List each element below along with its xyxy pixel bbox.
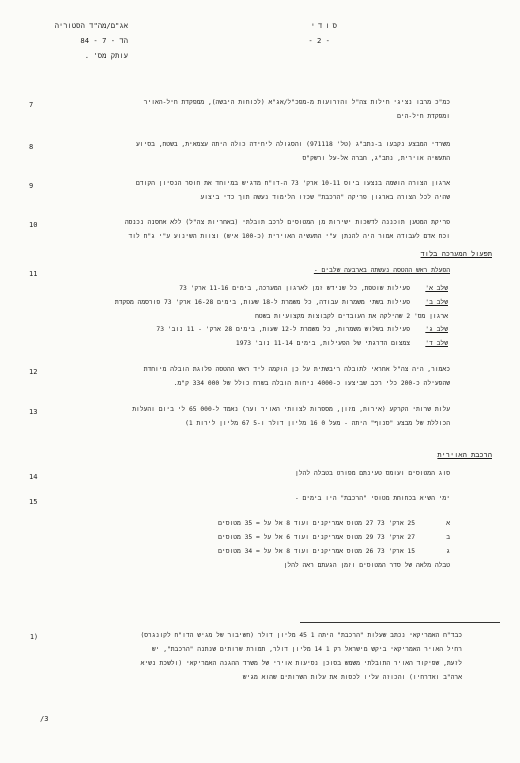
paragraph-line: התעשיה אוירית, נתב"ג, חברה אל-על ורשק"ס <box>302 155 450 162</box>
reference-line-3: עותק מס' . <box>84 51 128 60</box>
item-number: 9 <box>29 182 34 190</box>
section-heading: הרכבת האוירית <box>437 451 492 459</box>
paragraph <box>50 177 450 205</box>
paragraph <box>50 403 450 431</box>
stage-label: שלב ב' <box>425 299 448 306</box>
paragraph-line: ומפקדת חיל-הים <box>397 113 450 120</box>
row-letter: ב <box>446 534 450 541</box>
row-letter: א <box>446 520 450 527</box>
stage-label: שלב ד' <box>425 340 448 347</box>
item-number: 8 <box>29 143 34 151</box>
paragraph-line: ארגון הצורה הושמה בנצעו ביוס 10-11 ארק' 73 ה-דו"ח מדגיש במיוחד את חוסר הנסיון הקודם <box>136 180 450 187</box>
page-footer-mark: /3 <box>40 715 49 723</box>
footnote-line: לזעת, שפיקוד האויר התובלתי משמש בסוכן נסיעות אוירי של משרד ההגנה האמריקאי (ולשכת נשיא <box>140 660 462 667</box>
paragraph-line: סוג המטוסים ועומס טעינתם מפורט בטבלה להלן <box>294 470 450 477</box>
item-number: 13 <box>29 408 38 416</box>
stage-label: שלב א' <box>425 285 448 292</box>
item-number: 10 <box>29 221 38 229</box>
item-number: 11 <box>29 270 38 278</box>
section-heading: תפעול המערכה בלוד <box>420 250 492 258</box>
paragraph <box>50 96 450 124</box>
row-text: 25 ארק' 73 27 מטוס אמריקנים ועוד 8 אל על = 35 מטוסים <box>218 520 415 527</box>
paragraph-line: הפעלת ראש ההטסה נעשתה בארבעה שלבים - <box>313 267 450 274</box>
item-number: 12 <box>29 368 38 376</box>
page-number: - 2 - <box>308 36 330 45</box>
row-text: 27 ארק' 73 29 מטוס אמריקנים ועוד 6 אל על = 35 מטוסים <box>218 534 415 541</box>
paragraph-line: טבלה מלאה של סדר המטוסים וזמן הגעתם ראה להלן <box>283 562 450 569</box>
paragraph-line: וכח אדם לעבודה אמור היה להנתן ע"י התעשיה האוירית (כ-100 איש) וצוות השינוע ע"י ג"ח לוד <box>128 233 450 240</box>
paragraph-line: פריקת המטען תוכננה לדשכות ישירות מן המטוסים לרכב תובלתי (באחריות צה"ל) ללא אחסנה נכנסה <box>124 219 450 226</box>
paragraph-line: שהיה לכל הצורה בארגון פריקה "הרכבת" שכזו הלימוד נעשה תוך כדי ביצוע <box>200 194 450 201</box>
stage-label: שלב ג' <box>425 326 448 333</box>
paragraph-line: כמ"כ מרבו נציגי חילות צה"ל והזרועות מ-מפכ"ל/אג"א (לכוחות היבשה), ממפקדת חיל-האויר <box>143 99 450 106</box>
row-letter: ג <box>446 548 450 555</box>
item-number: 7 <box>29 101 34 109</box>
paragraph-line: הכוללת של מבצע "סנוף" היתה - מעל 0 16 מליון דולר ו-5 67 מליון לירות 1) <box>185 420 450 427</box>
paragraph-line: שהפעילה כ-200 כלי רכב שביצעו כ-4000 ניחות הובלה בשרח כולל של 000 334 ק"מ. <box>173 380 450 387</box>
stage-text: צמצום הדרגתי של הפעילות, בימים 11-14 נוב' 1973 <box>235 340 410 347</box>
paragraph-line: משרדי המבצע נקבעו ב-נתב"ג (טל' 971118) והסגולה ליחידה כולה היתה עצמאית, בשטח, בסיוע <box>136 141 450 148</box>
paragraph-line: כאמור, היה צה"ל אחראי לתובלה ריבשתית על כן הוקמה ליד ראש ההטסה פלוגת הובלה מיוחדת <box>143 366 450 373</box>
footnote-divider <box>300 622 500 623</box>
footnote <box>42 629 462 685</box>
paragraph <box>50 216 450 244</box>
footnote-marker: 1) <box>30 633 38 641</box>
paragraph-line: ימי השיא בכחוחת מטוסי "הרכבת" היו בימים - <box>294 495 450 502</box>
footnote-line: כבד"ח האמריקאי נכתב שעלות "הרכבת" היתה 1 45 מליון דולר (חשיבור של מגיש הדו"ח לקונגרס) <box>140 632 462 639</box>
reference-line-1: אג"ם/מה"ד הסטוריה <box>54 21 128 30</box>
stage-text: פעילות בשלוש משמרות, כל משמרת ל-12 שעות, בימים 28 ארק' - 11 נוב' 73 <box>156 326 410 333</box>
classification-mark: סודי <box>310 21 340 30</box>
stage-text: פעילות שוטפת, כל שנידש זמן לארגון המערכה, בימים 11-16 ארק' 73 <box>179 285 410 292</box>
footnote-line: ארה"ב ואדרחיו) והכוזה עליו לכסות את עלות השרותים שהוא מגיש <box>242 674 462 681</box>
item-number: 15 <box>29 498 38 506</box>
paragraph <box>50 138 450 166</box>
reference-line-2: הד - 7 - 84 <box>80 36 128 45</box>
footnote-line: רחיל האויר האמריקאי ביקש מישראל רק 1 14 מליון דולר, תמורת שרותים שנתנה "הרכבת", יש <box>151 646 462 653</box>
item-number: 14 <box>29 473 38 481</box>
row-text: 15 ארק' 73 26 מטוס אמריקנים ועוד 8 אל על = 34 מטוסים <box>218 548 415 555</box>
stage-text: ארגון מס' 2 שהילקה את העובדים לקבוצות מקצועיות בשטח <box>255 313 448 320</box>
paragraph <box>50 363 450 391</box>
stage-text: פעילות בשתי משמרות עבודה, כל משמרת ל-18 שעות, בימים 16-28 ארק' 73 פורסמה מפקדת <box>114 299 410 306</box>
paragraph-line: עלות שרותי הקרקע (אירות, מזון, מספרות לצוותי האויר וער) נאמד ל-000 65 לי ביום והעלות <box>132 406 450 413</box>
